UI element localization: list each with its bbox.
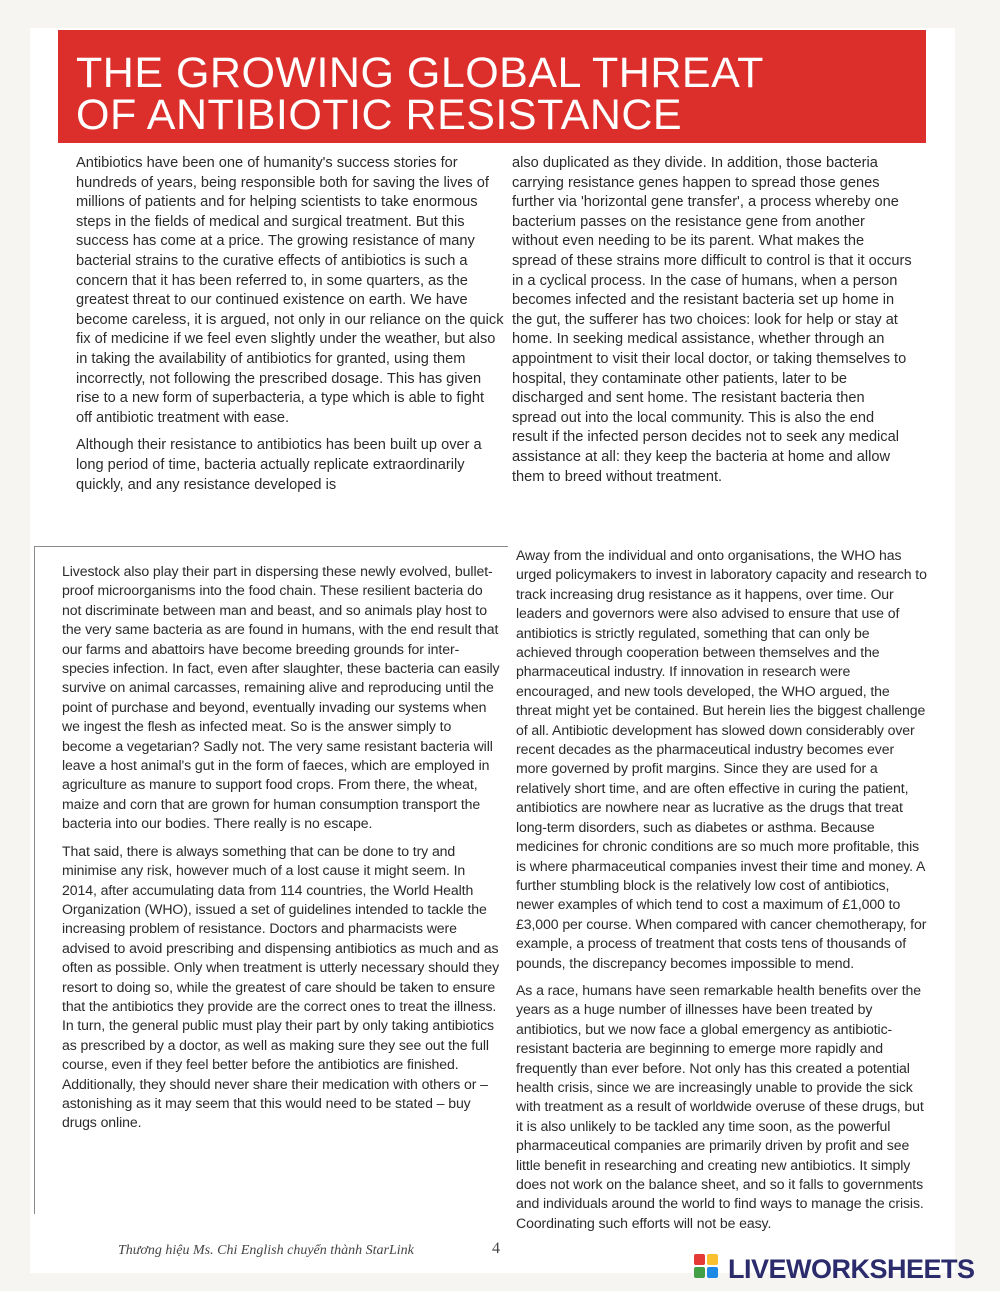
paragraph: Livestock also play their part in dispersing these newly evolved, bullet-proof microorganisms into the food chain. These resilient bacteria do not discriminate between man and beast, and so animals play host to the very same bacteria as are found in humans, with the end result that our farms and abattoirs have become breeding grounds for inter-species infection. In fact, even after slaughter, these bacteria can easily survive on animal carcasses, remaining alive and reproducing until the point of purchase and beyond, eventually invading our systems when we ingest the flesh as infected meat. So is the answer simply to become a vegetarian? Sadly not. The very same resistant bacteria will leave a host animal's gut in the form of faeces, which are employed in agriculture as manure to support food crops. From there, the wheat, maize and corn that are grown for human consumption transport the bacteria into our bodies. There really is no escape. — [62, 563, 500, 832]
column-bottom-right — [516, 546, 928, 1241]
title-line-1: THE GROWING GLOBAL THREAT — [76, 49, 764, 97]
paragraph: That said, there is always something that can be done to try and minimise any risk, however much of a lost cause it might seem. In 2014, after accumulating data from 114 countries, the World Health Organization (WHO), issued a set of guidelines intended to tackle the increasing problem of resistance. Doctors and pharmacists were advised to avoid prescribing and dispensing antibiotics as much and as often as possible. Only when treatment is utterly necessary should they resort to doing so, while the greatest of care should be taken to ensure that the antibiotics they provide are the correct ones to treat the illness. In turn, the general public must play their part by only taking antibiotics as prescribed by a doctor, as well as making sure they see out the full course, even if they feel better before the antibiotics are finished. Additionally, they should never share their medication with others or – astonishing as it may seem that this would need to be stated – buy drugs online. — [62, 842, 500, 1131]
paragraph: Antibiotics have been one of humanity's success stories for hundreds of years, being responsible both for saving the lives of millions of patients and for helping scientists to take enormous steps in the fields of medical and surgical treatment. But this success has come at a price. The growing resistance of many bacterial strains to the curative effects of antibiotics is such a concern that it has been referred to, in some quarters, as the greatest threat to our continued existence on earth. We have become careless, it is argued, not only in our reliance on the quick fix of medicine if we feel even slightly under the weather, but also in taking the availability of antibiotics for granted, using them incorrectly, not following the prescribed dosage. This has given rise to a new form of superbacteria, a type which is able to fight off antibiotic treatment with ease. — [76, 155, 504, 426]
liveworksheets-logo[interactable] — [694, 1252, 994, 1286]
column-top-right — [512, 154, 912, 495]
article-title — [76, 49, 876, 139]
footer-brand: Thương hiệu Ms. Chi English chuyển thành StarLink — [118, 1243, 414, 1258]
liveworksheets-icon — [694, 1254, 724, 1284]
paragraph: As a race, humans have seen remarkable health benefits over the years as a huge number of illnesses have been treated by antibiotics, but we now face a global emergency as antibiotic-resistant bacteria are beginning to emerge more rapidly and frequently than ever before. Not only has this created a potential health crisis, since we are increasingly unable to provide the sick with treatment as a result of worldwide overuse of these drugs, but it is also unlikely to be tackled any time soon, as the powerful pharmaceutical companies are primarily driven by profit and see little benefit in researching and creating new antibiotics. It simply does not work on the balance sheet, and so it falls to governments and individuals around the world to find ways to manage the crisis. Coordinating such efforts will not be easy. — [516, 981, 924, 1231]
paragraph: Away from the individual and onto organisations, the WHO has urged policymakers to invest in laboratory capacity and research to track increasing drug resistance as it happens, over time. Our leaders and governors were also advised to ensure that use of antibiotics is strictly regulated, something that can only be achieved through cooperation between themselves and the pharmaceutical industry. If innovation in research were encouraged, and new tools developed, the WHO argued, the threat might yet be contained. But herein lies the biggest challenge of all. Antibiotic development has slowed down considerably over recent decades as the pharmaceutical industry becomes ever more governed by profit margins. Since they are used for a relatively short time, and are often effective in curing the patient, antibiotics are nowhere near as lucrative as the drugs that treat long-term disorders, such as diabetes or asthma. Because medicines for chronic conditions are so much more profitable, this is where pharmaceutical companies invest their time and money. A further stumbling block is the relatively low cost of antibiotics, newer examples of which tend to cost a maximum of £1,000 to £3,000 per course. When compared with cancer chemotherapy, for example, a process of treatment that costs tens of thousands of pounds, the discrepancy becomes impossible to mend. — [516, 547, 927, 971]
frame-left-line — [34, 546, 35, 1214]
paragraph: Although their resistance to antibiotics has been built up over a long period of time, bacteria actually replicate extraordinarily quickly, and any resistance developed is — [76, 437, 482, 493]
column-bottom-left — [62, 562, 502, 1141]
page-number: 4 — [492, 1240, 500, 1257]
column-top-left — [76, 154, 504, 503]
liveworksheets-wordmark: LIVEWORKSHEETS — [728, 1253, 975, 1284]
paragraph: also duplicated as they divide. In addition, those bacteria carrying resistance genes happen to spread those genes further via 'horizontal gene transfer', a process whereby one bacterium passes on the resistance gene from another without even needing to be its parent. What makes the spread of these strains more difficult to control is that it occurs in a cyclical process. In the case of humans, when a person becomes infected and the resistant bacteria set up home in the gut, the sufferer has two choices: look for help or stay at home. In seeking medical assistance, whether through an appointment to visit their local doctor, or taking themselves to hospital, they contaminate other patients, later to be discharged and sent home. The resistant bacteria then spread out into the local community. This is also the end result if the infected person decides not to seek any medical assistance at all: they keep the bacteria at home and allow them to breed without treatment. — [512, 155, 912, 485]
title-line-2: OF ANTIBIOTIC RESISTANCE — [76, 91, 683, 139]
frame-top-line — [34, 546, 508, 547]
